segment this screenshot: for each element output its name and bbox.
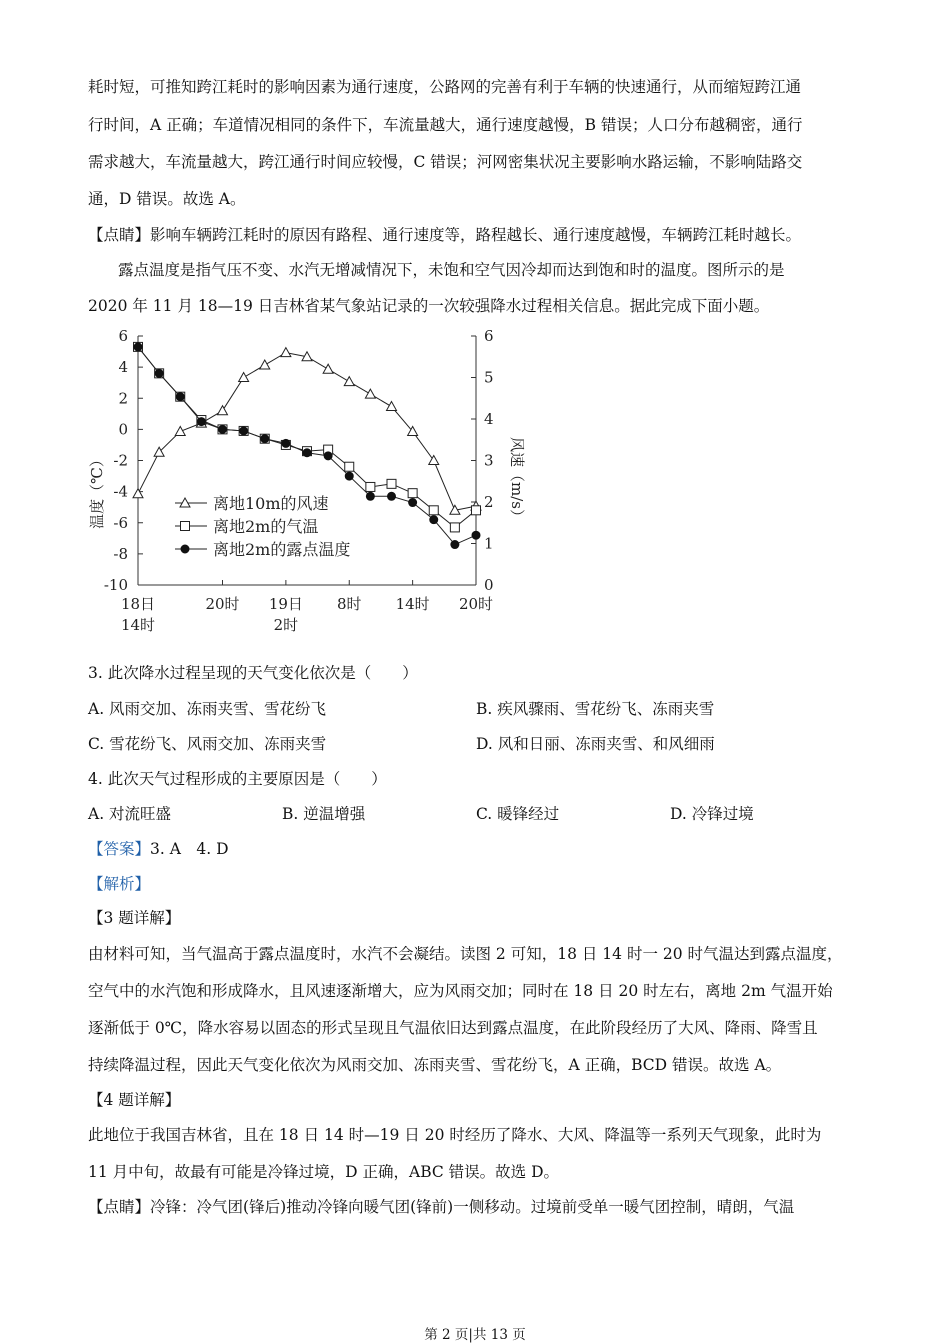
data-point: [176, 393, 184, 401]
right-tick-label: 0: [484, 576, 494, 594]
q4-option-a: A. 对流旺盛: [88, 805, 172, 823]
data-point: [303, 449, 311, 457]
x-tick-label: 8时: [336, 595, 362, 613]
x-tick-label: 20时: [458, 595, 494, 613]
data-point: [323, 364, 333, 373]
dianjing-paragraph: [88, 1197, 794, 1217]
data-point: [388, 492, 396, 500]
data-point: [240, 427, 248, 435]
right-tick-label: 4: [484, 410, 494, 428]
data-point: [344, 377, 354, 386]
left-tick-label: -10: [103, 576, 128, 594]
series-line: [138, 347, 476, 545]
data-point: [387, 479, 396, 488]
text-line: 此地位于我国吉林省，且在 18 日 14 时—19 日 20 时经历了降水、大风、降温等一系列天气现象，此时为: [88, 1126, 822, 1144]
text-line: 由材料可知，当气温高于露点温度时，水汽不会凝结。读图 2 可知，18 日 14 时一 20 时气温达到露点温度，: [88, 945, 843, 963]
q3-option-a: A. 风雨交加、冻雨夹雪、雪花纷飞: [88, 700, 327, 718]
q4-option-d: D. 冷锋过境: [670, 805, 754, 823]
detail4-tag: 【4 题详解】: [88, 1091, 181, 1109]
left-tick-label: 6: [118, 327, 128, 345]
text-line: 11 月中旬，故最有可能是冷锋过境，D 正确，ABC 错误。故选 D。: [88, 1163, 560, 1181]
data-point: [450, 523, 459, 532]
right-tick-label: 2: [484, 493, 494, 511]
dianjing-tag: 【点睛】: [88, 1198, 151, 1216]
x-tick-label: 20时: [205, 595, 240, 613]
q4-stem: 4. 此次天气过程形成的主要原因是（ ）: [88, 770, 387, 788]
left-tick-label: -4: [113, 482, 128, 501]
text-line: 行时间，A 正确；车道情况相同的条件下，车流量越大，通行速度越慢，B 错误；人口分布越稠密，通行: [88, 116, 803, 134]
data-point: [282, 439, 290, 447]
q3-option-d: D. 风和日丽、冻雨夹雪、和风细雨: [476, 735, 715, 753]
data-point: [134, 343, 142, 351]
data-point: [365, 389, 375, 398]
data-point: [409, 499, 417, 507]
material-line: 2020 年 11 月 18—19 日吉林省某气象站记录的一次较强降水过程相关信息。据此完成下面小题。: [88, 297, 770, 315]
left-tick-label: 2: [118, 389, 128, 408]
data-point: [429, 506, 438, 515]
right-tick-label: 3: [484, 451, 494, 470]
x-tick-label: 2时: [273, 616, 299, 634]
data-point: [324, 452, 332, 460]
dianjing-text: 影响车辆跨江耗时的原因有路程、通行速度等，路程越长、通行速度越慢，车辆跨江耗时越长。: [150, 226, 802, 244]
left-tick-label: -2: [113, 451, 128, 470]
dianjing-tag: 【点睛】: [88, 226, 151, 244]
answer-text: 3. A 4. D: [150, 840, 229, 858]
answer-line: [88, 839, 229, 859]
data-point: [197, 418, 205, 426]
weather-chart: [80, 322, 526, 652]
left-tick-label: 0: [118, 420, 128, 439]
data-point: [345, 462, 354, 471]
data-point: [472, 531, 480, 539]
left-axis-title: 温度（℃）: [88, 452, 106, 529]
data-point: [429, 456, 439, 465]
data-point: [218, 406, 228, 415]
data-point: [387, 402, 397, 411]
x-tick-label: 14时: [395, 595, 430, 613]
data-point: [366, 492, 374, 500]
data-point: [133, 489, 143, 498]
x-tick-label: 18日: [120, 595, 156, 613]
legend-label: 离地2m的气温: [213, 517, 319, 536]
q4-option-c: C. 暖锋经过: [476, 805, 560, 823]
text-line: 需求越大，车流量越大，跨江通行时间应较慢，C 错误；河网密集状况主要影响水路运输，不影响陆路交: [88, 153, 803, 171]
q3-option-c: C. 雪花纷飞、风雨交加、冻雨夹雪: [88, 735, 327, 753]
legend-marker: [181, 545, 189, 553]
right-tick-label: 5: [484, 368, 494, 387]
left-tick-label: -6: [113, 513, 128, 532]
dianjing-paragraph: [88, 225, 801, 245]
legend-label: 离地2m的露点温度: [213, 540, 351, 559]
right-axis-title: 风速（m/s）: [508, 437, 526, 524]
text-line: 通，D 错误。故选 A。: [88, 190, 246, 208]
x-tick-label: 14时: [120, 616, 156, 634]
right-tick-label: 1: [484, 534, 494, 553]
data-point: [260, 360, 270, 369]
legend-marker: [181, 522, 190, 531]
data-point: [472, 506, 481, 515]
material-line: 露点温度是指气压不变、水汽无增减情况下，未饱和空气因冷却而达到饱和时的温度。图所示的是: [118, 261, 785, 279]
q4-option-b: B. 逆温增强: [282, 805, 366, 823]
legend-label: 离地10m的风速: [213, 494, 329, 513]
data-point: [239, 373, 249, 382]
answer-tag: 【答案】: [88, 840, 151, 858]
text-line: 空气中的水汽饱和形成降水，且风速逐渐增大，应为风雨交加；同时在 18 日 20 时左右，离地 2m 气温开始: [88, 982, 833, 1000]
data-point: [366, 482, 375, 491]
q3-stem: 3. 此次降水过程呈现的天气变化依次是（ ）: [88, 664, 418, 682]
x-tick-label: 19日: [268, 595, 303, 613]
page-footer: 第 2 页|共 13 页: [424, 1327, 526, 1343]
left-tick-label: -8: [113, 544, 128, 563]
data-point: [408, 489, 417, 498]
data-point: [155, 369, 163, 377]
text-line: 逐渐低于 0℃，降水容易以固态的形式呈现且气温依旧达到露点温度，在此阶段经历了大风、降雨、降雪且: [88, 1019, 818, 1037]
data-point: [281, 348, 291, 357]
data-point: [261, 435, 269, 443]
data-point: [345, 472, 353, 480]
text-line: 持续降温过程，因此天气变化依次为风雨交加、冻雨夹雪、雪花纷飞，A 正确，BCD 错误。故选 A。: [88, 1056, 782, 1074]
data-point: [451, 541, 459, 549]
data-point: [219, 425, 227, 433]
left-tick-label: 4: [118, 358, 128, 377]
q3-option-b: B. 疾风骤雨、雪花纷飞、冻雨夹雪: [476, 700, 715, 718]
text-line: 耗时短，可推知跨江耗时的影响因素为通行速度，公路网的完善有利于车辆的快速通行，从而缩短跨江通: [88, 78, 802, 96]
right-tick-label: 6: [484, 327, 494, 345]
data-point: [175, 426, 185, 435]
dianjing-text: 冷锋：冷气团(锋后)推动冷锋向暖气团(锋前)一侧移动。过境前受单一暖气团控制，晴朗，气温: [150, 1198, 795, 1216]
series-line: [138, 353, 476, 511]
detail3-tag: 【3 题详解】: [88, 909, 181, 927]
data-point: [430, 516, 438, 524]
analysis-tag: 【解析】: [88, 875, 151, 893]
